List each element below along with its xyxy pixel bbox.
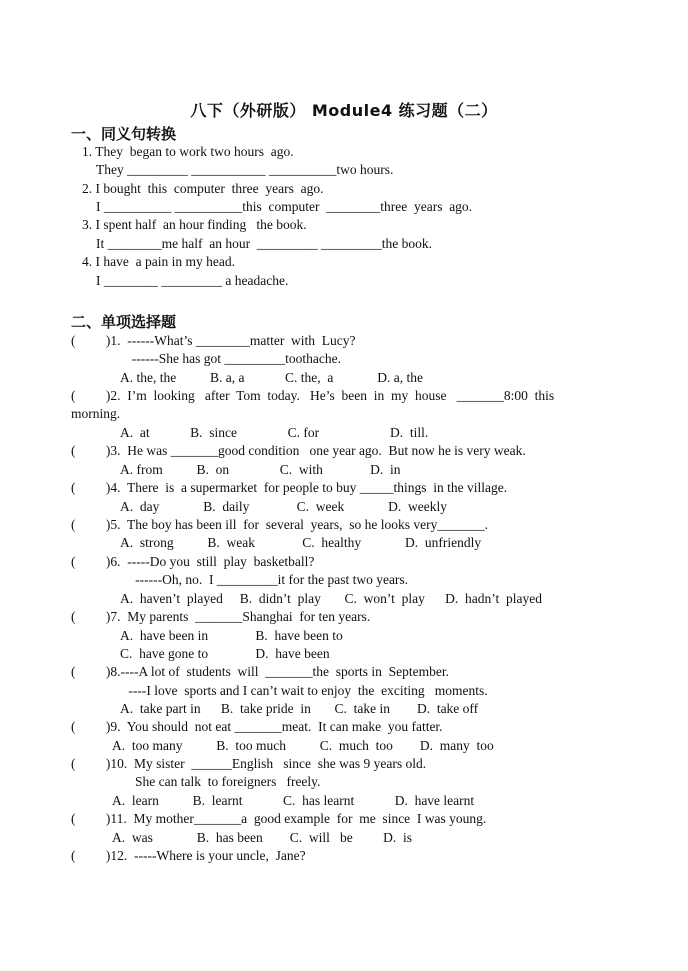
choice-question-line: ( )8.----A lot of students will _______the sports in September. (71, 664, 449, 679)
choice-options-line: A. the, the B. a, a C. the, a D. a, the (120, 370, 423, 385)
choice-options-line: A. take part in B. take pride in C. take in D. take off (120, 701, 479, 716)
choice-options-line: A. at B. since C. for D. till. (120, 425, 429, 440)
choice-question-line: ( )5. The boy has been ill for several years, so he looks very_______. (71, 517, 489, 532)
choice-question-line: ( )3. He was _______good condition one year ago. But now he is very weak. (71, 443, 526, 458)
synonym-answer-1: They _________ ___________ __________two hours. (96, 162, 394, 177)
choice-question-line: ( )6. -----Do you still play basketball? (71, 554, 315, 569)
choice-question-line: morning. (71, 406, 121, 421)
choice-question-line: ( )11. My mother_______a good example for me since I was young. (71, 811, 487, 826)
choice-options-line: A. from B. on C. with D. in (120, 462, 401, 477)
synonym-answer-2: I __________ __________this computer ________three years ago. (96, 199, 473, 214)
synonym-question-1: 1. They began to work two hours ago. (82, 144, 294, 159)
choice-options-line: C. have gone to D. have been (120, 646, 330, 661)
choice-options-line: A. have been in B. have been to (120, 628, 343, 643)
choice-options-line: A. was B. has been C. will be D. is (112, 830, 412, 845)
choice-question-line: ( )1. ------What’s ________matter with Lucy? (71, 333, 356, 348)
choice-question-line: ( )9. You should not eat _______meat. It can make you fatter. (71, 719, 443, 734)
synonym-question-3: 3. I spent half an hour finding the book. (82, 217, 307, 232)
choice-options-line: She can talk to foreigners freely. (135, 774, 321, 789)
page-title: 八下（外研版） Module4 练习题（二） (190, 101, 498, 120)
choice-question-line: ( )7. My parents _______Shanghai for ten years. (71, 609, 371, 624)
choice-question-line: ------She has got _________toothache. (71, 351, 341, 366)
synonym-answer-3: It ________me half an hour _________ _________the book. (96, 236, 432, 251)
section-heading-synonym: 一、同义句转换 (71, 125, 177, 143)
choice-question-line: ( )10. My sister ______English since she was 9 years old. (71, 756, 427, 771)
choice-options-line: A. strong B. weak C. healthy D. unfriendly (120, 535, 482, 550)
choice-options-line: A. learn B. learnt C. has learnt D. have learnt (112, 793, 475, 808)
section-heading-choice: 二、单项选择题 (71, 313, 177, 331)
synonym-question-4: 4. I have a pain in my head. (82, 254, 235, 269)
choice-question-line: ------Oh, no. I _________it for the past two years. (71, 572, 409, 587)
choice-options-line: A. too many B. too much C. much too D. many too (112, 738, 494, 753)
synonym-question-2: 2. I bought this computer three years ago. (82, 181, 324, 196)
choice-options-line: A. day B. daily C. week D. weekly (120, 499, 447, 514)
choice-question-line: ( )12. -----Where is your uncle, Jane? (71, 848, 306, 863)
choice-question-line: ( )4. There is a supermarket for people to buy _____things in the village. (71, 480, 508, 495)
choice-question-line: ( )2. I’m looking after Tom today. He’s been in my house _______8:00 this (71, 388, 555, 403)
choice-question-line: ----I love sports and I can’t wait to enjoy the exciting moments. (71, 683, 488, 698)
choice-options-line: A. haven’t played B. didn’t play C. won’t play D. hadn’t played (120, 591, 542, 606)
synonym-answer-4: I ________ _________ a headache. (96, 273, 289, 288)
